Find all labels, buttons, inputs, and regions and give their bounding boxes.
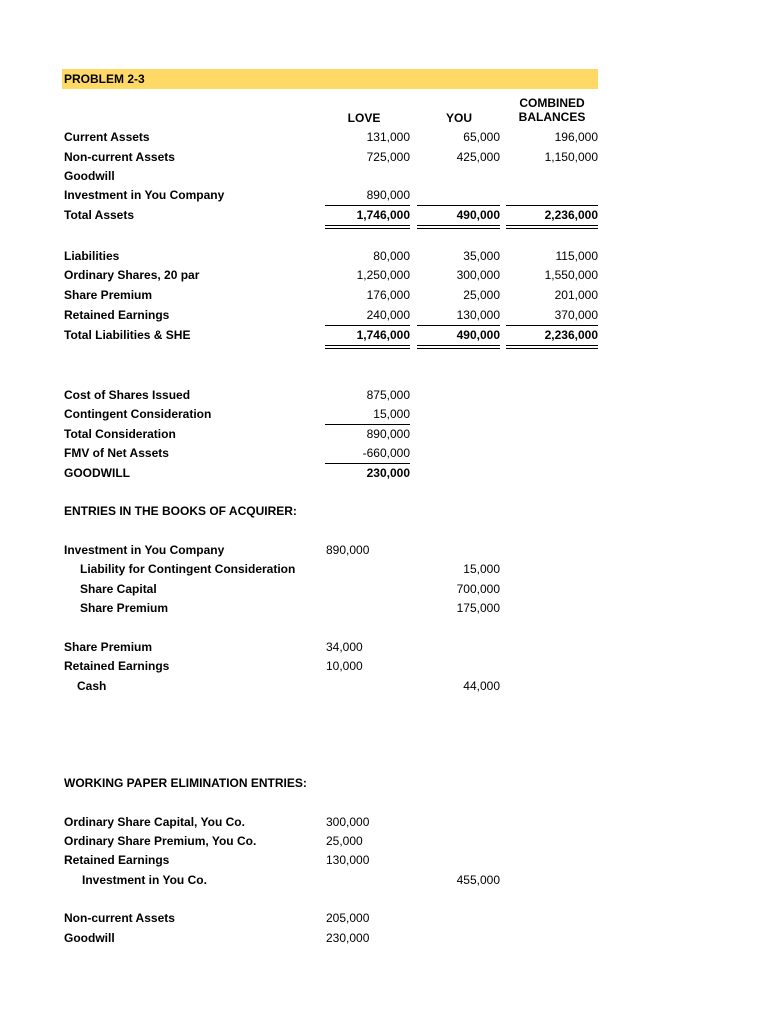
debit-value: 300,000 — [326, 815, 370, 829]
row-label: Current Assets — [64, 130, 150, 144]
love-value: 176,000 — [366, 288, 410, 302]
subtotal-rule — [325, 205, 410, 206]
subtotal-rule — [325, 463, 410, 464]
row-label: Investment in You Company — [64, 188, 225, 202]
combined-value: 196,000 — [554, 130, 598, 144]
calc-value: 890,000 — [366, 427, 410, 441]
you-value: 35,000 — [463, 249, 500, 263]
entry-account: Liability for Contingent Consideration — [80, 562, 296, 576]
combined-value: 1,150,000 — [544, 150, 598, 164]
row-label: Total Consideration — [64, 427, 176, 441]
total-assets-label: Total Assets — [64, 208, 135, 222]
combined-value: 370,000 — [554, 308, 598, 322]
combined-value: 115,000 — [555, 249, 598, 263]
row-label: Non-current Assets — [64, 150, 175, 164]
total-assets-you: 490,000 — [456, 208, 500, 222]
credit-value: 455,000 — [456, 873, 500, 887]
header-balances: BALANCES — [518, 110, 586, 124]
debit-value: 25,000 — [326, 834, 363, 848]
total-liabilities-combined: 2,236,000 — [544, 328, 598, 342]
total-double-rule — [417, 225, 500, 229]
subtotal-rule — [417, 325, 500, 326]
you-value: 300,000 — [456, 268, 500, 282]
total-liabilities-love: 1,746,000 — [356, 328, 410, 342]
debit-value: 890,000 — [326, 543, 370, 557]
combined-value: 1,550,000 — [544, 268, 598, 282]
header-love: LOVE — [347, 111, 381, 125]
header-you: YOU — [445, 111, 472, 125]
row-label: GOODWILL — [64, 466, 130, 480]
debit-value: 34,000 — [326, 640, 363, 654]
love-value: 1,250,000 — [356, 268, 410, 282]
combined-value: 201,000 — [554, 288, 598, 302]
love-value: 131,000 — [366, 130, 410, 144]
love-value: 890,000 — [366, 188, 410, 202]
debit-value: 10,000 — [326, 659, 363, 673]
entry-account: Cash — [77, 679, 107, 693]
subtotal-rule — [506, 325, 598, 326]
problem-title: PROBLEM 2-3 — [64, 72, 145, 86]
entry-account: Share Premium — [80, 601, 169, 615]
total-liabilities-label: Total Liabilities & SHE — [64, 328, 191, 342]
love-value: 725,000 — [366, 150, 410, 164]
elimination-heading: WORKING PAPER ELIMINATION ENTRIES: — [64, 776, 307, 790]
entry-account: Retained Earnings — [64, 659, 170, 673]
credit-value: 175,000 — [456, 601, 500, 615]
row-label: Contingent Consideration — [64, 407, 212, 421]
entry-account: Share Capital — [80, 582, 157, 596]
debit-value: 130,000 — [326, 853, 370, 867]
entry-account: Non-current Assets — [64, 911, 175, 925]
row-label: Goodwill — [64, 169, 115, 183]
calc-value: 15,000 — [373, 407, 410, 421]
total-assets-combined: 2,236,000 — [544, 208, 598, 222]
entry-account: Goodwill — [64, 931, 115, 945]
credit-value: 700,000 — [456, 582, 500, 596]
love-value: 240,000 — [366, 308, 410, 322]
credit-value: 15,000 — [463, 562, 500, 576]
total-double-rule — [506, 345, 598, 349]
entry-account: Retained Earnings — [64, 853, 170, 867]
row-label: Share Premium — [64, 288, 153, 302]
debit-value: 205,000 — [326, 911, 370, 925]
you-value: 130,000 — [456, 308, 500, 322]
total-double-rule — [325, 345, 410, 349]
row-label: Liabilities — [64, 249, 120, 263]
total-double-rule — [417, 345, 500, 349]
love-value: 80,000 — [373, 249, 410, 263]
credit-value: 44,000 — [463, 679, 500, 693]
debit-value: 230,000 — [326, 931, 370, 945]
goodwill-value: 230,000 — [366, 466, 410, 480]
row-label: Cost of Shares Issued — [64, 388, 191, 402]
calc-value: 875,000 — [366, 388, 410, 402]
row-label: FMV of Net Assets — [64, 446, 169, 460]
header-combined: COMBINED — [519, 96, 585, 110]
subtotal-rule — [506, 205, 598, 206]
you-value: 65,000 — [463, 130, 500, 144]
total-assets-love: 1,746,000 — [356, 208, 410, 222]
total-liabilities-you: 490,000 — [456, 328, 500, 342]
calc-value: -660,000 — [362, 446, 410, 460]
row-label: Ordinary Shares, 20 par — [64, 268, 200, 282]
acquirer-heading: ENTRIES IN THE BOOKS OF ACQUIRER: — [64, 504, 297, 518]
subtotal-rule — [325, 325, 410, 326]
total-double-rule — [506, 225, 598, 229]
entry-account: Share Premium — [64, 640, 153, 654]
entry-account: Ordinary Share Premium, You Co. — [64, 834, 257, 848]
row-label: Retained Earnings — [64, 308, 170, 322]
entry-account: Ordinary Share Capital, You Co. — [64, 815, 245, 829]
total-double-rule — [325, 225, 410, 229]
subtotal-rule — [325, 424, 410, 425]
entry-account: Investment in You Co. — [82, 873, 207, 887]
entry-account: Investment in You Company — [64, 543, 225, 557]
you-value: 25,000 — [463, 288, 500, 302]
subtotal-rule — [417, 205, 500, 206]
you-value: 425,000 — [456, 150, 500, 164]
